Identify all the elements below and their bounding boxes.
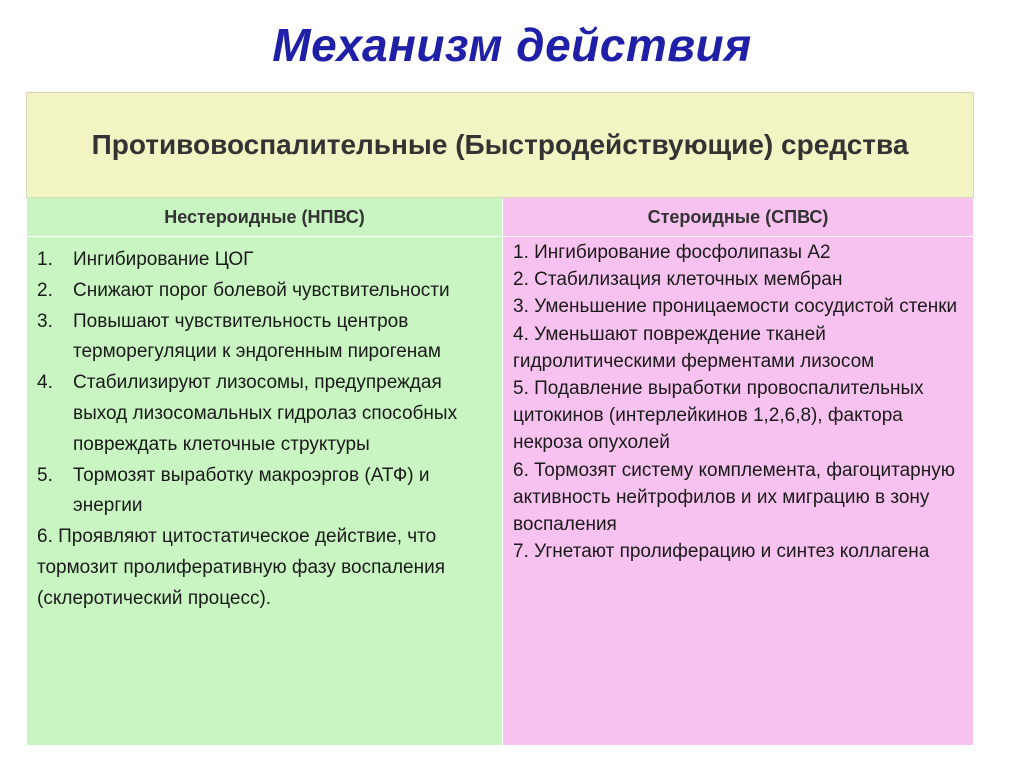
table-header: Противовоспалительные (Быстродействующие) средства [27,93,974,198]
steroid-heading: Стероидные (СПВС) [503,198,974,237]
steroid-list [503,237,974,746]
list-text: Ингибирование ЦОГ [73,249,254,270]
list-text: Тормозят выработку макроэргов (АТФ) и энергии [73,464,430,517]
list-item: 3. Уменьшение проницаемости сосудистой стенки [513,296,958,318]
list-number: 1. [37,249,53,270]
list-item [37,368,492,460]
list-item [37,461,492,523]
list-text: Снижают порог болевой чувствительности [73,279,450,301]
list-item [37,245,492,276]
nsaid-heading: Нестероидные (НПВС) [27,198,503,237]
list-number: 4. [37,372,53,394]
list-text: Стабилизируют лизосомы, предупреждая выход лизосомальных гидролаз способных повреждать клеточные структуры [73,372,458,455]
comparison-table [26,92,974,746]
list-item: 6. Тормозят систему комплемента, фагоцитарную активность нейтрофилов и их миграцию в зону воспаления [513,459,955,536]
list-item [37,276,492,307]
list-item: 6. Проявляют цитостатическое действие, что тормозит пролиферативную фазу воспаления (склеротический процесс). [37,526,446,609]
list-item: 5. Подавление выработки провоспалительных цитокинов (интерлейкинов 1,2,6,8), фактора некроза опухолей [513,378,924,454]
list-item [37,307,492,369]
list-item: 4. Уменьшают повреждение тканей гидролитическими ферментами лизосом [513,323,875,372]
list-number: 5. [37,464,53,486]
slide-title: Механизм действия [272,19,752,71]
nsaid-list [27,237,503,746]
list-number: 3. [37,310,53,332]
list-text: Повышают чувствительность центров терморегуляции к эндогенным пирогенам [73,310,441,363]
list-item: 2. Стабилизация клеточных мембран [513,269,843,291]
list-number: 2. [37,279,53,301]
list-item: 1. Ингибирование фосфолипазы А2 [513,242,831,263]
list-item: 7. Угнетают пролиферацию и синтез коллагена [513,541,930,563]
